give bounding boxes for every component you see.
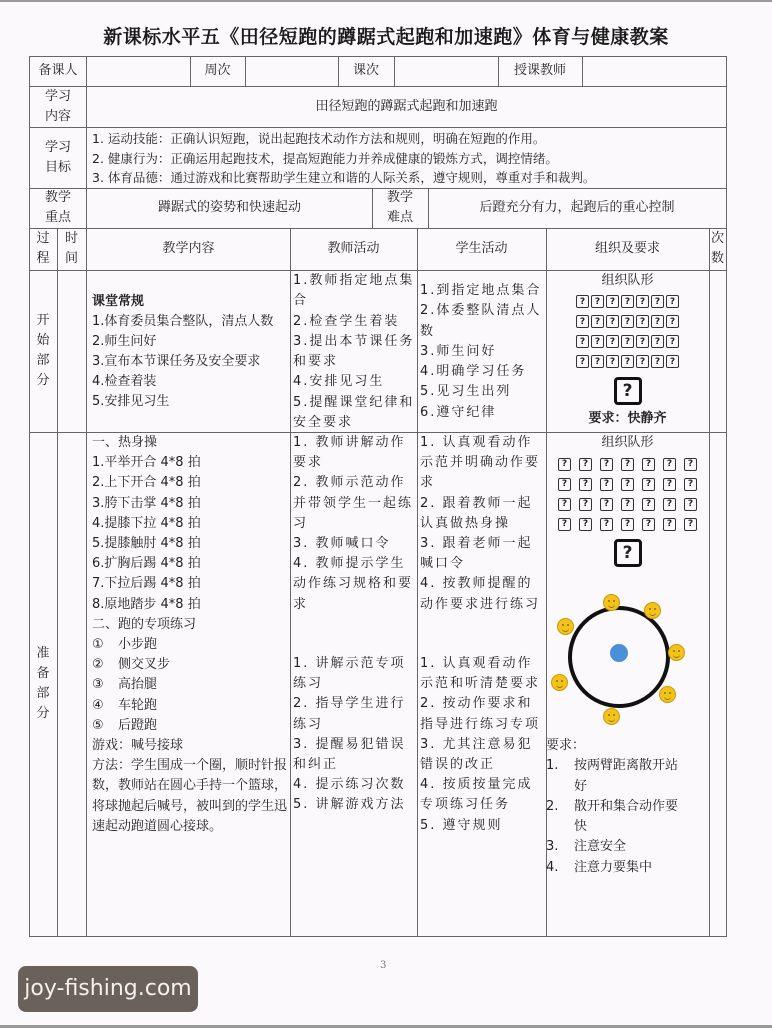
- student-placeholder-icon: ?: [591, 335, 604, 348]
- learning-content-label: [29, 86, 87, 127]
- teacher-item: 1. 教师讲解动作要求: [293, 435, 406, 471]
- difficulty-label: [372, 188, 428, 228]
- student-placeholder-icon: ?: [651, 315, 664, 328]
- label-line: 次: [710, 231, 724, 246]
- col-divider: [57, 228, 58, 936]
- content-item: 2.师生问好: [92, 334, 157, 349]
- student-item: 1.到指定地点集合: [420, 283, 542, 298]
- warmup-item: 8.原地踏步 4*8 拍: [92, 596, 201, 612]
- phase-char: 备: [36, 666, 50, 681]
- student-placeholder-icon: ?: [621, 458, 634, 471]
- student-placeholder-icon: ?: [606, 335, 619, 348]
- week-value[interactable]: [245, 56, 338, 86]
- drill-label: 高抬腿: [118, 677, 158, 693]
- prep-student-activities-warmup: [420, 433, 544, 615]
- teacher-item: 1. 讲解示范专项练习: [293, 656, 406, 692]
- formation-row: [546, 493, 709, 513]
- drill-label: 侧交叉步: [118, 657, 171, 673]
- preparer-value[interactable]: [87, 56, 190, 86]
- requirement-text: 注意安全: [574, 839, 627, 855]
- student-placeholder-icon: ?: [600, 458, 613, 471]
- requirement-text: 按两臂距离散开站好: [574, 758, 679, 794]
- student-smiley-icon: [668, 644, 685, 661]
- game-method: 方法：学生围成一个圈，顺时针报数，教师站在圆心手持一个篮球，将球抛起后喊号，被叫到的学生迅速起动跑道圆心接球。: [92, 758, 288, 834]
- requirement-text: 散开和集合动作要快: [574, 798, 679, 835]
- label-line: 过: [36, 231, 50, 246]
- goal-item: 2. 健康行为：正确运用起跑技术，提高短跑能力并养成健康的锻炼方式，调控情绪。: [92, 150, 558, 166]
- page-number: 3: [380, 960, 387, 971]
- col-header-organization: 组织及要求: [594, 241, 660, 256]
- phase-char: 始: [36, 333, 50, 348]
- student-item: 4. 按质按量完成专项练习任务: [420, 777, 533, 813]
- col-header-student: 学生活动: [455, 241, 508, 256]
- label-line: 目标: [44, 159, 71, 175]
- student-placeholder-icon: ?: [642, 498, 655, 511]
- label-line: 学习: [44, 139, 71, 155]
- student-placeholder-icon: ?: [663, 458, 676, 471]
- formation-row: [546, 331, 709, 351]
- student-placeholder-icon: ?: [663, 498, 676, 511]
- teacher-position: [546, 539, 709, 567]
- drill-label: 车轮跑: [118, 697, 158, 713]
- drill-number: ⑤: [92, 717, 104, 733]
- formation-row: [546, 513, 709, 533]
- phase-char: 开: [36, 313, 50, 328]
- student-placeholder-icon: ?: [558, 478, 571, 491]
- focus-label: [29, 188, 87, 228]
- circle-game-diagram: [546, 580, 709, 730]
- start-teacher-activities: [293, 271, 415, 433]
- goal-item: 1. 运动技能：正确认识短跑，说出起跑技术动作方法和规则，明确在短跑的作用。: [92, 131, 546, 146]
- learning-goals-list: [92, 129, 722, 187]
- teacher-item: 2. 教师示范动作并带领学生一起练习: [293, 475, 414, 531]
- preparer-label: 备课人: [38, 63, 78, 78]
- drill-label: 小步跑: [118, 637, 158, 653]
- drill-number: ②: [92, 657, 104, 673]
- requirement-number: 1.: [546, 758, 559, 774]
- student-item: 2.体委整队清点人数: [420, 303, 542, 339]
- label-line: 程: [36, 251, 50, 266]
- student-formation: [546, 291, 709, 371]
- teacher-item: 3.提出本节课任务和要求: [293, 333, 415, 370]
- drill-item: [92, 635, 288, 655]
- row-divider: [29, 127, 727, 128]
- student-placeholder-icon: ?: [666, 315, 679, 328]
- student-item: 5. 遵守规则: [420, 817, 503, 833]
- col-header-content: 教学内容: [162, 241, 215, 256]
- requirement-item: [546, 837, 709, 857]
- formation-row: [546, 351, 709, 371]
- student-placeholder-icon: ?: [651, 355, 664, 368]
- drill-number: ③: [92, 677, 104, 693]
- formation-requirement: 要求：快静齐: [588, 411, 667, 426]
- drill-number: ①: [92, 637, 104, 653]
- focus-value: 蹲踞式的姿势和快速起动: [157, 200, 301, 215]
- phase-char: 部: [36, 686, 50, 701]
- student-placeholder-icon: ?: [558, 458, 571, 471]
- requirement-number: 2.: [546, 798, 559, 814]
- warmup-item: 4.提膝下拉 4*8 拍: [92, 515, 201, 531]
- teacher-item: 2.检查学生着装: [293, 313, 400, 329]
- warmup-heading: 一、热身操: [92, 435, 158, 450]
- student-placeholder-icon: ?: [684, 498, 697, 511]
- student-placeholder-icon: ?: [606, 355, 619, 368]
- drill-number: ④: [92, 697, 104, 713]
- student-placeholder-icon: ?: [636, 295, 649, 308]
- label-line: 教学: [44, 190, 71, 205]
- col-divider: [290, 228, 291, 936]
- student-formation: [546, 453, 709, 533]
- student-item: 1. 认真观看动作示范并明确动作要求: [420, 435, 541, 491]
- teacher-item: 4.安排见习生: [293, 374, 385, 390]
- teacher-item: 2. 指导学生进行练习: [293, 696, 406, 732]
- col-header-time: [57, 228, 86, 270]
- student-item: 3. 尤其注意易犯错误的改正: [420, 736, 533, 773]
- label-line: 难点: [386, 210, 413, 225]
- student-smiley-icon: [557, 618, 574, 635]
- phase-char: 准: [36, 646, 50, 661]
- student-placeholder-icon: ?: [663, 478, 676, 491]
- teacher-item: 4. 教师提示学生动作练习规格和要求: [293, 556, 414, 612]
- student-item: 1. 认真观看动作示范和听清楚要求: [420, 656, 541, 692]
- prep-content: [92, 433, 288, 837]
- student-item: 2. 按动作要求和指导进行练习专项: [420, 696, 541, 732]
- game-title: 游戏：喊号接球: [92, 738, 184, 754]
- drill-heading: 二、跑的专项练习: [92, 616, 197, 632]
- student-item: 5.见习生出列: [420, 384, 512, 400]
- basketball-center-icon: [610, 644, 628, 662]
- requirement-text: 注意力要集中: [574, 859, 653, 875]
- student-placeholder-icon: ?: [621, 315, 634, 328]
- week-label: 周次: [204, 63, 231, 78]
- teacher-item: 3. 教师喊口令: [293, 536, 391, 552]
- drill-item: [92, 655, 288, 675]
- student-placeholder-icon: ?: [642, 458, 655, 471]
- formation-title: 组织队形: [601, 273, 654, 288]
- student-placeholder-icon: ?: [621, 335, 634, 348]
- label-line: 重点: [44, 210, 71, 225]
- warmup-item: 2.上下开合 4*8 拍: [92, 475, 201, 491]
- prep-teacher-activities-warmup: [293, 433, 415, 615]
- warmup-item: 5.提膝触肘 4*8 拍: [92, 536, 201, 552]
- lesson-value[interactable]: [394, 56, 498, 86]
- student-placeholder-icon: ?: [663, 518, 676, 531]
- student-placeholder-icon: ?: [579, 478, 592, 491]
- prep-organization: [546, 433, 709, 567]
- label-line: 时: [64, 231, 78, 246]
- student-smiley-icon: [603, 708, 620, 725]
- col-header-teacher: 教师活动: [327, 241, 380, 256]
- content-item: 4.检查着装: [92, 374, 157, 389]
- teacher-placeholder-icon: ?: [614, 377, 642, 405]
- warmup-item: 1.平举开合 4*8 拍: [92, 455, 201, 471]
- teacher-label: 授课教师: [513, 63, 566, 78]
- label-line: 内容: [44, 108, 71, 124]
- col-divider: [417, 228, 418, 936]
- phase-char: 分: [36, 373, 50, 388]
- student-placeholder-icon: ?: [642, 518, 655, 531]
- teacher-position: [546, 377, 709, 405]
- drill-item: [92, 675, 288, 695]
- phase-start: [29, 270, 57, 432]
- requirements-label: 要求：: [546, 738, 586, 753]
- student-placeholder-icon: ?: [606, 315, 619, 328]
- prep-teacher-activities-drills: [293, 654, 415, 816]
- teacher-item: 5.提醒课堂纪律和安全要求: [293, 394, 415, 431]
- difficulty-value: 后蹬充分有力，起跑后的重心控制: [479, 200, 675, 215]
- student-placeholder-icon: ?: [600, 518, 613, 531]
- student-placeholder-icon: ?: [579, 458, 592, 471]
- col-divider: [86, 228, 87, 936]
- student-placeholder-icon: ?: [621, 355, 634, 368]
- document-title: 新课标水平五《田径短跑的蹲踞式起跑和加速跑》体育与健康教案: [103, 26, 669, 48]
- label-line: 教学: [386, 190, 413, 205]
- routine-heading: 课堂常规: [92, 294, 145, 309]
- student-placeholder-icon: ?: [621, 518, 634, 531]
- student-item: 4.明确学习任务: [420, 364, 527, 380]
- label-line: 间: [64, 251, 78, 266]
- drill-item: [92, 696, 288, 716]
- formation-row: [546, 473, 709, 493]
- student-placeholder-icon: ?: [636, 355, 649, 368]
- requirement-item: [546, 858, 709, 878]
- student-placeholder-icon: ?: [642, 478, 655, 491]
- student-placeholder-icon: ?: [558, 498, 571, 511]
- student-placeholder-icon: ?: [651, 295, 664, 308]
- student-placeholder-icon: ?: [576, 315, 589, 328]
- top-border: [0, 0, 772, 2]
- teacher-item: 3. 提醒易犯错误和纠正: [293, 736, 406, 773]
- learning-goals-label: [29, 127, 87, 188]
- watermark-badge: joy-fishing.com: [18, 966, 198, 1012]
- student-placeholder-icon: ?: [684, 478, 697, 491]
- content-item: 1.体育委员集合整队，清点人数: [92, 314, 274, 329]
- student-placeholder-icon: ?: [591, 315, 604, 328]
- content-item: 5.安排见习生: [92, 394, 170, 409]
- col-divider: [709, 228, 710, 936]
- teacher-item: 1.教师指定地点集合: [293, 273, 415, 309]
- learning-content-value: 田径短跑的蹲踞式起跑和加速跑: [315, 98, 498, 114]
- warmup-item: 3.胯下击掌 4*8 拍: [92, 495, 201, 511]
- warmup-item: 7.下拉后踢 4*8 拍: [92, 576, 201, 592]
- student-placeholder-icon: ?: [558, 518, 571, 531]
- start-content: [92, 292, 288, 412]
- lesson-label: 课次: [352, 63, 379, 78]
- formation-row: [546, 291, 709, 311]
- student-item: 6.遵守纪律: [420, 404, 497, 420]
- student-placeholder-icon: ?: [666, 355, 679, 368]
- teacher-item: 4. 提示练习次数: [293, 777, 406, 793]
- student-placeholder-icon: ?: [621, 498, 634, 511]
- student-placeholder-icon: ?: [666, 295, 679, 308]
- student-smiley-icon: [551, 674, 568, 691]
- label-line: 学习: [44, 88, 71, 104]
- student-placeholder-icon: ?: [684, 458, 697, 471]
- student-placeholder-icon: ?: [651, 335, 664, 348]
- student-placeholder-icon: ?: [576, 335, 589, 348]
- col-header-count: [709, 228, 726, 270]
- formation-row: [546, 453, 709, 473]
- student-item: 3.师生问好: [420, 343, 497, 359]
- student-smiley-icon: [659, 686, 676, 703]
- formation-title: 组织队形: [601, 435, 654, 450]
- drill-item: [92, 716, 288, 736]
- student-placeholder-icon: ?: [591, 355, 604, 368]
- start-student-activities: [420, 281, 544, 423]
- phase-char: 分: [36, 706, 50, 721]
- student-placeholder-icon: ?: [591, 295, 604, 308]
- student-item: 3. 跟着老师一起喊口令: [420, 536, 533, 572]
- formation-row: [546, 311, 709, 331]
- teacher-item: 5. 讲解游戏方法: [293, 797, 406, 813]
- student-placeholder-icon: ?: [600, 498, 613, 511]
- phase-char: 部: [36, 353, 50, 368]
- label-line: 数: [710, 251, 724, 266]
- teacher-placeholder-icon: ?: [614, 539, 642, 567]
- student-smiley-icon: [644, 602, 661, 619]
- teacher-value[interactable]: [582, 56, 726, 86]
- warmup-item: 6.扩胸后踢 4*8 拍: [92, 556, 201, 572]
- student-placeholder-icon: ?: [621, 295, 634, 308]
- goal-item: 3. 体育品德：通过游戏和比赛帮助学生建立和谐的人际关系，遵守规则，尊重对手和裁判。: [92, 170, 596, 185]
- requirement-number: 4.: [546, 859, 559, 875]
- student-placeholder-icon: ?: [621, 478, 634, 491]
- phase-prep: [29, 432, 57, 936]
- student-placeholder-icon: ?: [579, 518, 592, 531]
- student-placeholder-icon: ?: [600, 478, 613, 491]
- prep-requirements: [546, 736, 709, 878]
- student-item: 2. 跟着教师一起认真做热身操: [420, 495, 533, 531]
- student-placeholder-icon: ?: [636, 315, 649, 328]
- drill-label: 后蹬跑: [118, 717, 158, 733]
- content-item: 3.宣布本节课任务及安全要求: [92, 354, 261, 369]
- start-organization: [546, 271, 709, 429]
- student-placeholder-icon: ?: [576, 295, 589, 308]
- student-smiley-icon: [603, 594, 620, 611]
- col-header-process: [29, 228, 57, 270]
- student-placeholder-icon: ?: [684, 518, 697, 531]
- student-item: 4. 按教师提醒的动作要求进行练习: [420, 576, 541, 612]
- student-placeholder-icon: ?: [606, 295, 619, 308]
- student-placeholder-icon: ?: [576, 355, 589, 368]
- student-placeholder-icon: ?: [579, 498, 592, 511]
- prep-student-activities-drills: [420, 654, 544, 836]
- requirement-number: 3.: [546, 839, 559, 855]
- requirement-item: [546, 797, 709, 838]
- requirement-item: [546, 756, 709, 797]
- student-placeholder-icon: ?: [666, 335, 679, 348]
- table-border-bottom: [29, 936, 727, 937]
- student-placeholder-icon: ?: [636, 335, 649, 348]
